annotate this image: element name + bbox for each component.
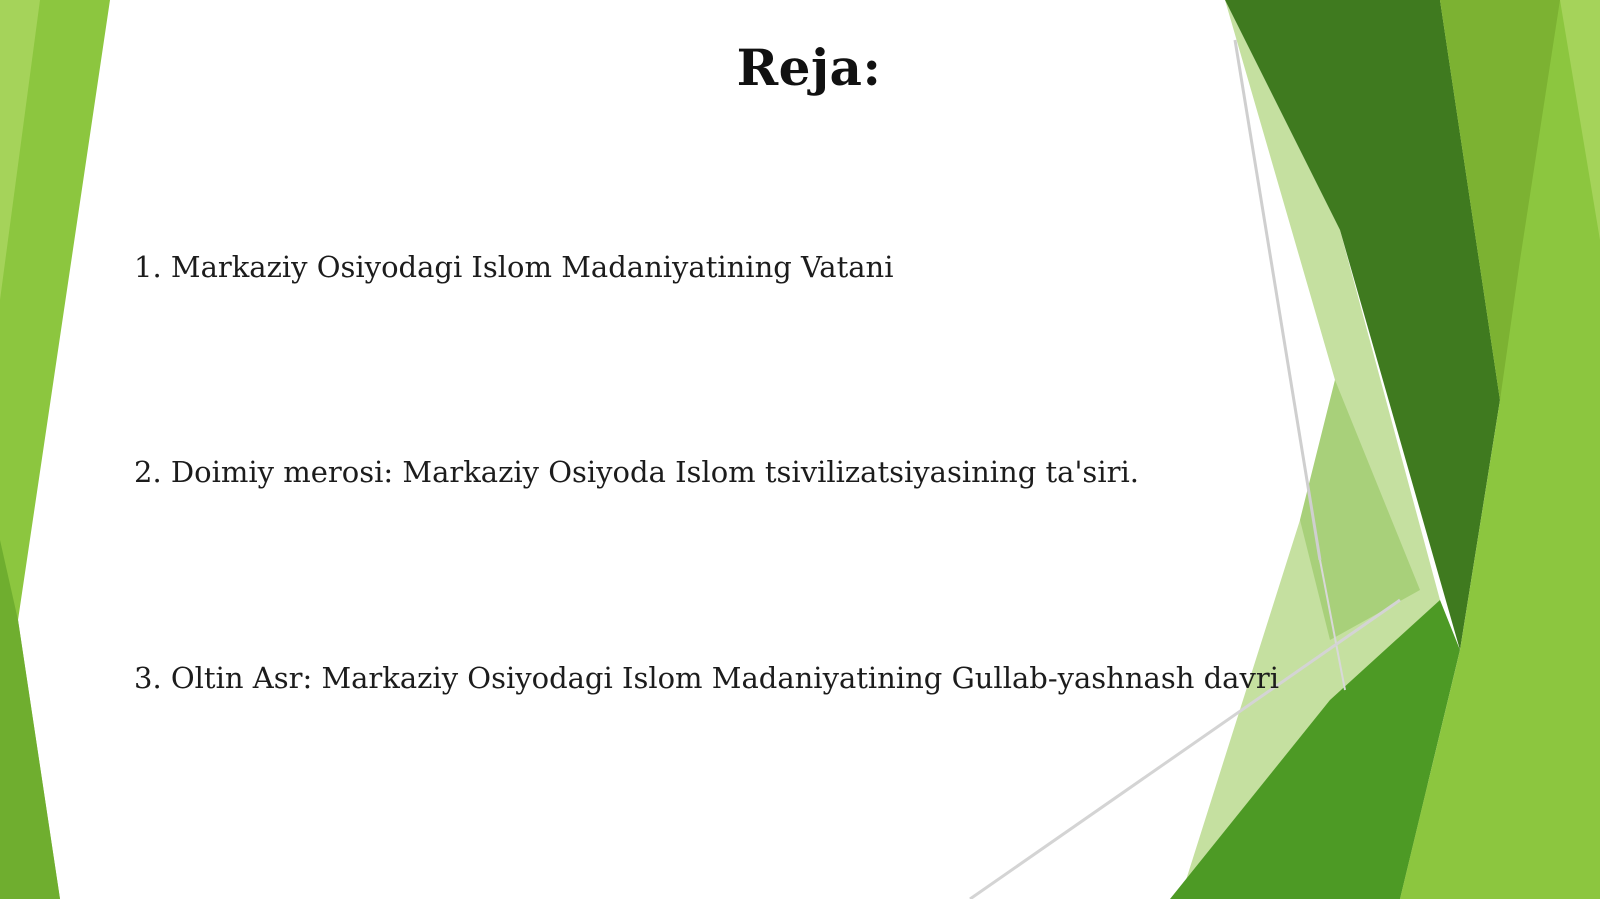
plan-item-2: 2. Doimiy merosi: Markaziy Osiyoda Islom tsivilizatsiyasining ta'siri. [134,455,1139,489]
left-facet-dark [0,540,60,899]
slide-title: Reja: [736,38,882,97]
plan-item-3: 3. Oltin Asr: Markaziy Osiyodagi Islom Madaniyatining Gullab-yashnash davri [134,661,1279,695]
plan-item-1: 1. Markaziy Osiyodagi Islom Madaniyatining Vatani [134,250,894,284]
